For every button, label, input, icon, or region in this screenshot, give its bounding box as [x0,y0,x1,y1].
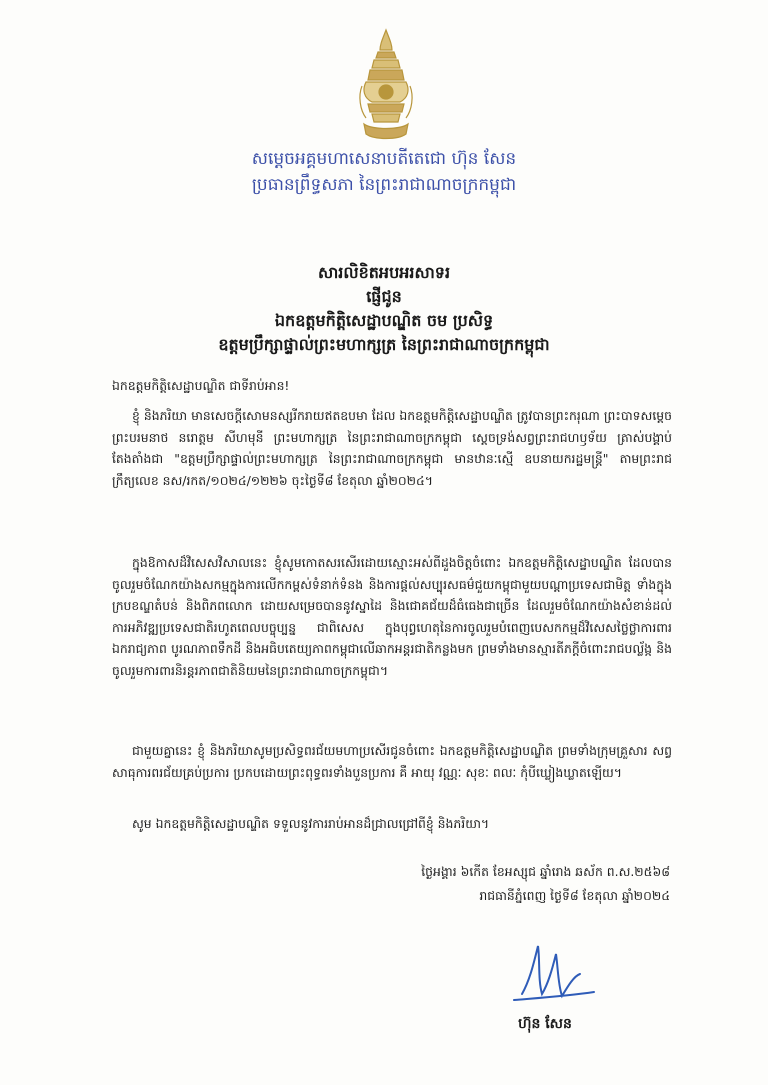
sender-name: សម្ដេចអគ្គមហាសេនាបតីតេជោ ហ៊ុន សែន [251,149,517,169]
sender-position: ប្រធានព្រឹទ្ធសភា នៃព្រះរាជាណាចក្រកម្ពុជា [251,175,517,195]
lunar-date: ថ្ងៃអង្គារ ៦កើត ខែអស្សុជ ឆ្នាំរោង ឆស័ក ព.ស.២៥៦៨ [421,864,670,879]
paragraph-blessing: ជាមួយគ្នានេះ ខ្ញុំ និងភរិយាសូមប្រសិទ្ធពរជ័យមហាប្រសើរជូនចំពោះ ឯកឧត្តមកិត្តិសេដ្ឋាបណ្ឌិត ព្រមទាំងក្រុមគ្រួសារ សព្វសាធុការពរជ័យគ្រប់ប្រការ ប្រកបដោយព្រះពុទ្ធពរទាំងបួនប្រការ គឺ អាយុ វណ្ណៈ សុខៈ ពលៈ កុំបីឃ្លៀងឃ្លាតឡើយ។ [112,743,672,780]
signatory-name: ហ៊ុន សែន [518,1016,572,1032]
recipient-name: ឯកឧត្តមកិត្តិសេដ្ឋាបណ្ឌិត ចម ប្រសិទ្ធ [274,311,494,330]
closing-line: សូម ឯកឧត្តមកិត្តិសេដ្ឋាបណ្ឌិត ទទួលនូវការរាប់អានដ៏ជ្រាលជ្រៅពីខ្ញុំ និងភរិយា។ [132,816,490,831]
paragraph-appointment: ខ្ញុំ និងភរិយា មានសេចក្តីសោមនស្សរីករាយឥតឧបមា ដែល ឯកឧត្តមកិត្តិសេដ្ឋាបណ្ឌិត ត្រូវបានព្រះករុណា ព្រះបាទសម្ដេចព្រះបរមនាថ នរោត្តម សីហមុនី ព្រះមហាក្សត្រ នៃព្រះរាជាណាចក្រកម្ពុជា ស្ដេចទ្រង់សព្វព្រះរាជហឫទ័យ ត្រាស់បង្គាប់តែងតាំងជា "ឧត្តមប្រឹក្សាផ្ទាល់ព្រះមហាក្សត្រ នៃព្រះរាជាណាចក្រកម្ពុជា មានឋានៈស្មើ ឧបនាយករដ្ឋមន្ត្រី" តាមព្រះរាជក្រឹត្យលេខ នស/រកត/១០២៤/១២២៦ ចុះថ្ងៃទី៨ ខែតុលា ឆ្នាំ២០២៤។ [112,408,672,488]
handwritten-signature-icon [508,940,600,1010]
royal-emblem-icon [358,26,414,144]
recipient-position: ឧត្តមប្រឹក្សាផ្ទាល់ព្រះមហាក្សត្រ នៃព្រះរាជាណាចក្រកម្ពុជា [218,335,550,354]
paragraph-praise: ក្នុងឱកាសដ៏វិសេសវិសាលនេះ ខ្ញុំសូមកោតសរសើរដោយស្មោះអស់ពីដួងចិត្តចំពោះ ឯកឧត្តមកិត្តិសេដ្ឋាបណ្ឌិត ដែលបានចូលរួមចំណែកយ៉ាងសកម្មក្នុងការលើកកម្ពស់ទំនាក់ទំនង និងការផ្ដល់សប្បុរសធម៌ជួយកម្ពុជាមួយបណ្ដាប្រទេសជាមិត្ត ទាំងក្នុងក្របខណ្ឌតំបន់ និងពិភពលោក ដោយសម្រេចបាននូវស្នាដៃ និងជោគជ័យដ៏ធំធេងជាច្រើន ដែលរួមចំណែកយ៉ាងសំខាន់ដល់ការអភិវឌ្ឍប្រទេសជាតិរហូតពេលបច្ចុប្បន្ន ជាពិសេស ក្នុងបុព្វហេតុនៃការចូលរួមបំពេញបេសកកម្មដ៏វិសេសថ្លៃថ្លាការពារឯករាជ្យភាព បូរណភាពទឹកដី និងអធិបតេយ្យភាពកម្ពុជាលើឆាកអន្តរជាតិកន្លងមក ព្រមទាំងមានស្មារតីភក្ដីចំពោះរាជបល្ល័ង្ក និងចូលរួមការពារនិរន្តរភាពជាតិនិយមនៃព្រះរាជាណាចក្រកម្ពុជា។ [112,555,672,678]
salutation: ឯកឧត្តមកិត្តិសេដ្ឋាបណ្ឌិត ជាទីរាប់អាន! [112,378,290,393]
letter-addressed-to-label: ផ្ញើជូន [366,287,402,306]
letter-title: សារលិខិតអបអរសាទរ [317,263,451,282]
solar-date: រាជធានីភ្នំពេញ ថ្ងៃទី៨ ខែតុលា ឆ្នាំ២០២៤ [479,888,670,903]
